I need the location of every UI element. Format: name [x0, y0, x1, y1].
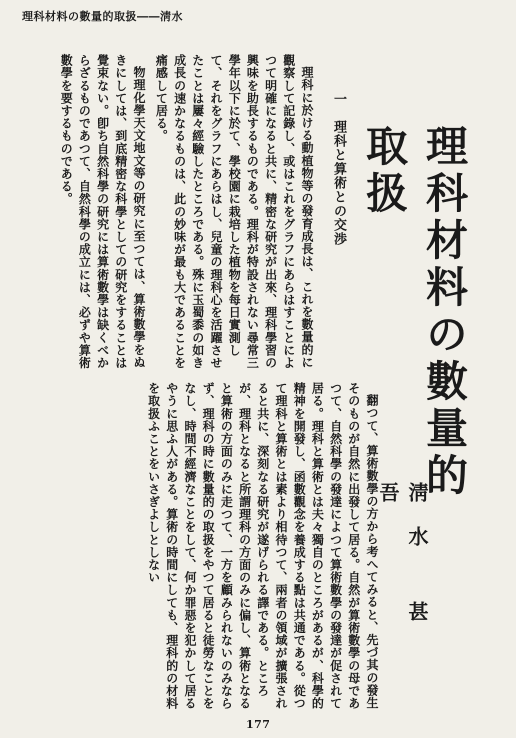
body-column-upper-left [21, 54, 148, 370]
author-name: 淸水 甚吾 [376, 482, 429, 645]
page-number: 177 [246, 718, 271, 731]
paragraph: 翻つて、算術數學の方から考へてみると、先づ其の發生そのものが自然に出發して居る。自然が算術數學の母であつて、自然科學の發達によつて算術數學の發達が促されて居る。理科と算術とは夫々獨自のところがあるが、科學的精神を開發し、函數觀念を養成する點は共通である。從つて理科と算術とは素より相待つて、兩者の領域が擴張されると共に、深刻なる研究が遂げられる譯である。ところが、理科となると所謂理科の方面のみに偏し、算術となると算術の方面のみに走つて、一方を顧みられないのみならず、理科の時に數量的の取扱をやつて居ると徒勞なことをなし、時間不經濟なことをして、何か罪惡を犯かして居るやうに思ふ人がある。算術の時間にしても、理科的の材料を取扱ふことをいさぎよしとしない [146, 382, 379, 710]
paragraph: 物理化學天文地文等の研究に至つては、算術數學をぬきにしては、到底精密な科學としての研究をすることは覺束ない。卽ち自然科學の研究には算術數學は缺くべからざるものであつて、自然科學の成立には、必ずや算術數學を要するものである。 [59, 54, 146, 369]
running-head: 理科材料の數量的取扱――淸水 [22, 10, 183, 23]
section-heading: 一 理科と算術との交渉 [331, 92, 346, 246]
article-title: 理科材料の數量的取扱 [360, 124, 469, 500]
body-column-upper-right [148, 54, 316, 370]
paragraph: 理科に於ける動植物等の發育成長は、これを數量的に觀察して記錄し、或はこれをグラフにあらはすことによつて明確になると共に、精密な研究が出來、理科學習の興味を助長するものである。理科が特設されない尋常三學年以下に於て、學校園に栽培した植物を每日實測して、それをグラフにあらはし、兒童の理科心を活躍させたことは屢々經驗したところである。殊に玉蜀黍の如き成長の速かなるものは、此の妙味が最も大であることを痛感して居る。 [154, 54, 314, 369]
body-column-lower [129, 382, 381, 712]
